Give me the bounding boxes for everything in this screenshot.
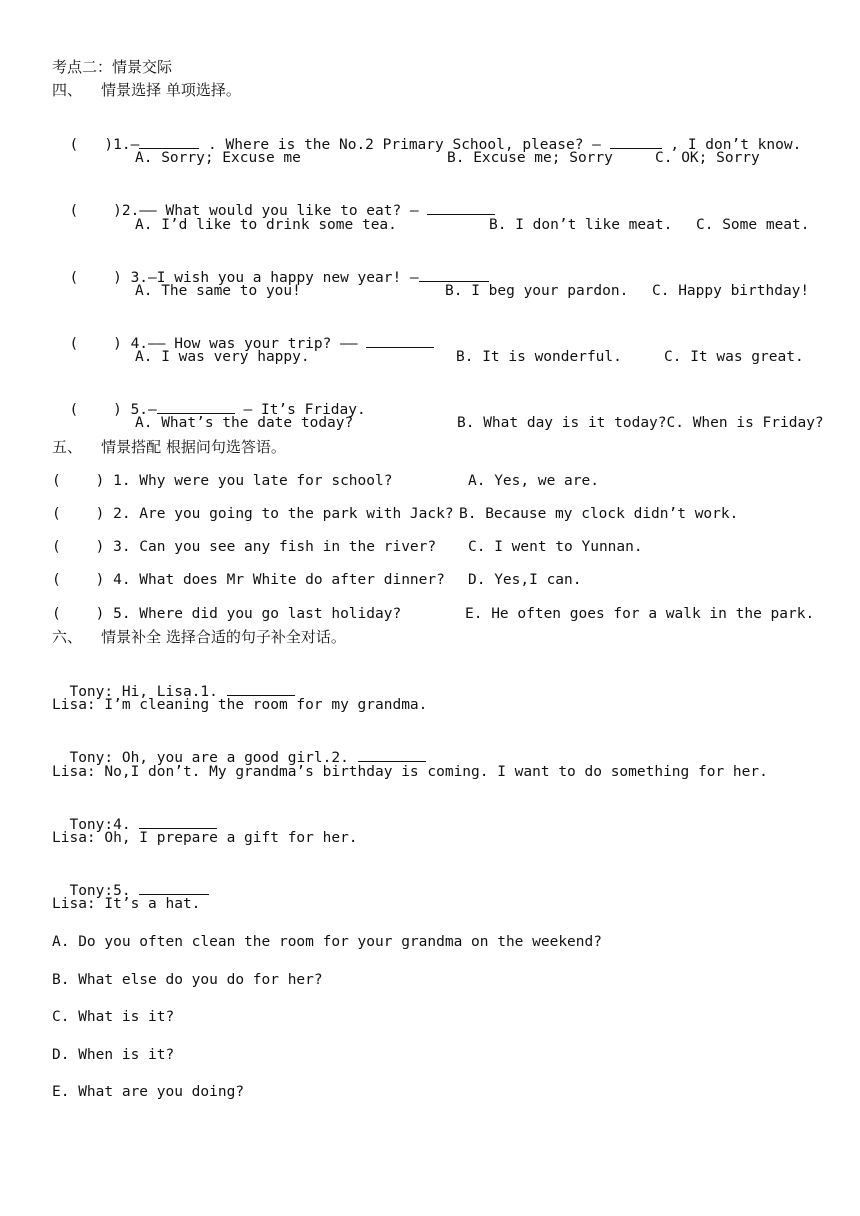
match-answer-e: E. He often goes for a walk in the park. bbox=[465, 606, 815, 622]
choice-b: B. What else do you do for her? bbox=[52, 972, 323, 988]
dialog-line-4: Lisa: No,I don’t. My grandma’s birthday is coming. I want to do something for her. bbox=[52, 764, 768, 780]
answer-blank[interactable] bbox=[419, 267, 489, 282]
question-text: , I don’t know. bbox=[661, 137, 802, 153]
match-question-3: ( ) 3. Can you see any fish in the river? bbox=[52, 539, 437, 555]
match-answer-c: C. I went to Yunnan. bbox=[468, 539, 643, 555]
answer-blank[interactable] bbox=[139, 880, 209, 895]
part4-question-2 bbox=[52, 182, 495, 220]
option-c: C. It was great. bbox=[664, 349, 804, 365]
option-a: A. The same to you! bbox=[135, 283, 301, 299]
question-text: ( )2.—— What would you like to eat? — bbox=[69, 203, 428, 219]
answer-blank[interactable] bbox=[366, 333, 434, 348]
dialog-line-3 bbox=[52, 729, 426, 767]
dialog-line-6: Lisa: Oh, I prepare a gift for her. bbox=[52, 830, 358, 846]
match-question-2: ( ) 2. Are you going to the park with Jack? bbox=[52, 506, 454, 522]
option-a: A. I was very happy. bbox=[135, 349, 310, 365]
choice-d: D. When is it? bbox=[52, 1047, 175, 1063]
part6-title: 六、 情景补全 选择合适的句子补全对话。 bbox=[52, 628, 346, 646]
choice-e: E. What are you doing? bbox=[52, 1084, 245, 1100]
option-a: A. What’s the date today? bbox=[135, 415, 354, 431]
question-text: . Where is the No.2 Primary School, please? — bbox=[199, 137, 610, 153]
answer-blank[interactable] bbox=[427, 200, 495, 215]
answer-blank[interactable] bbox=[358, 747, 426, 762]
answer-blank[interactable] bbox=[139, 814, 217, 829]
match-question-1: ( ) 1. Why were you late for school? bbox=[52, 473, 393, 489]
part4-title: 四、 情景选择 单项选择。 bbox=[52, 81, 241, 99]
dialog-text: Tony:5. bbox=[69, 883, 140, 899]
match-question-5: ( ) 5. Where did you go last holiday? bbox=[52, 606, 402, 622]
option-a: A. I’d like to drink some tea. bbox=[135, 217, 397, 233]
answer-blank[interactable] bbox=[139, 134, 199, 149]
dialog-line-8: Lisa: It’s a hat. bbox=[52, 896, 201, 912]
question-text: ( )1.— bbox=[69, 137, 140, 153]
answer-blank[interactable] bbox=[227, 681, 295, 696]
dialog-text: Tony:4. bbox=[69, 817, 140, 833]
option-b: B. What day is it today?C. When is Friday? bbox=[457, 415, 824, 431]
match-answer-b: B. Because my clock didn’t work. bbox=[459, 506, 739, 522]
choice-c: C. What is it? bbox=[52, 1009, 175, 1025]
match-answer-d: D. Yes,I can. bbox=[468, 572, 582, 588]
choice-a: A. Do you often clean the room for your grandma on the weekend? bbox=[52, 934, 602, 950]
dialog-line-2: Lisa: I’m cleaning the room for my grandma. bbox=[52, 697, 428, 713]
option-b: B. It is wonderful. bbox=[456, 349, 622, 365]
option-c: C. Happy birthday! bbox=[652, 283, 810, 299]
option-a: A. Sorry; Excuse me bbox=[135, 150, 301, 166]
option-b: B. Excuse me; Sorry bbox=[447, 150, 613, 166]
question-text: — It’s Friday. bbox=[234, 402, 366, 418]
answer-blank[interactable] bbox=[610, 134, 662, 149]
option-c: C. OK; Sorry bbox=[655, 150, 760, 166]
answer-blank[interactable] bbox=[157, 399, 235, 414]
option-b: B. I don’t like meat. bbox=[489, 217, 673, 233]
option-c: C. Some meat. bbox=[696, 217, 810, 233]
option-b: B. I beg your pardon. bbox=[445, 283, 629, 299]
match-answer-a: A. Yes, we are. bbox=[468, 473, 599, 489]
dialog-text: Tony: Hi, Lisa.1. bbox=[69, 684, 227, 700]
part5-title: 五、 情景搭配 根据问句选答语。 bbox=[52, 438, 286, 456]
dialog-text: Tony: Oh, you are a good girl.2. bbox=[69, 750, 358, 766]
question-text: ( ) 4.—— How was your trip? —— bbox=[69, 336, 367, 352]
match-question-4: ( ) 4. What does Mr White do after dinner? bbox=[52, 572, 445, 588]
question-text: ( ) 3.—I wish you a happy new year! — bbox=[69, 270, 419, 286]
question-text: ( ) 5.— bbox=[69, 402, 157, 418]
section-title: 考点二：情景交际 bbox=[52, 58, 173, 76]
